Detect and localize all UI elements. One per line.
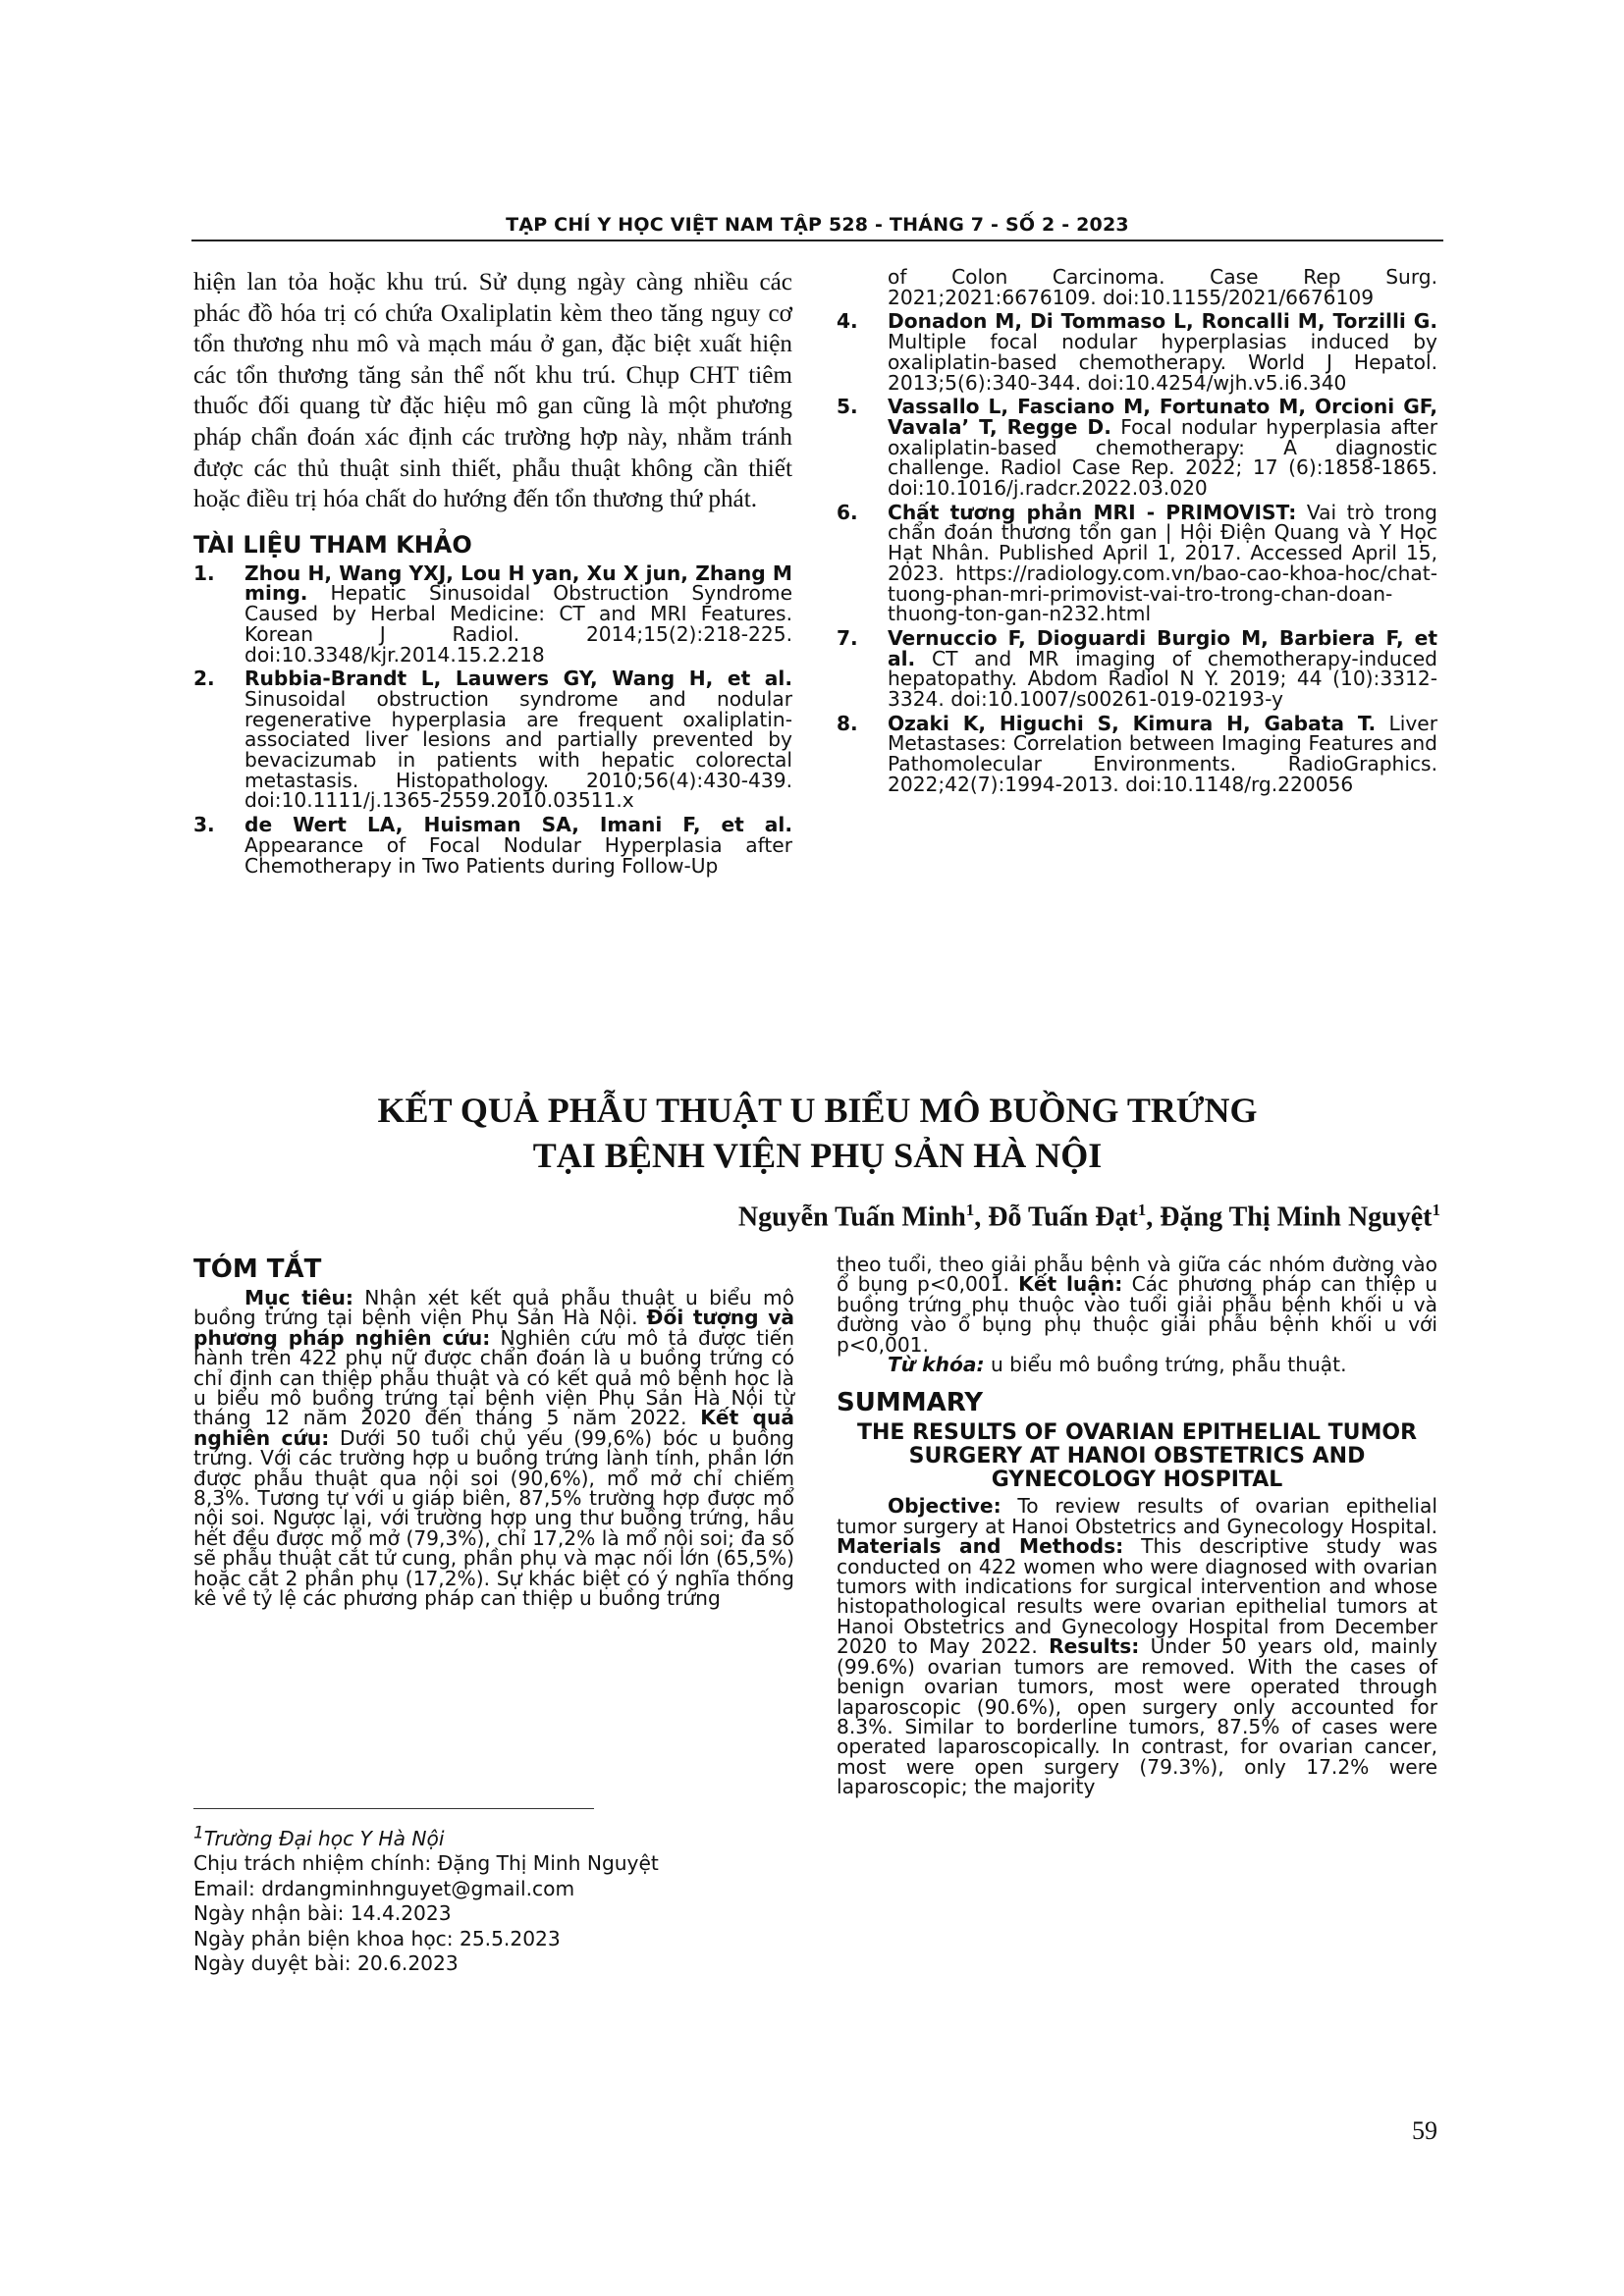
abstract-vi-column — [193, 1255, 794, 1609]
author-separator: , — [974, 1201, 989, 1233]
abstract-vi-continuation — [837, 1255, 1437, 1355]
author-name: Đỗ Tuấn Đạt — [988, 1201, 1138, 1233]
abstract-vi-keywords — [837, 1353, 1437, 1377]
author-affiliation-mark: 1 — [965, 1201, 975, 1219]
reference-continuation: of Colon Carcinoma. Case Rep Surg. 2021;2021:6676109. doi:10.1155/2021/6676109 — [888, 265, 1437, 309]
references-list-left — [193, 563, 792, 877]
footnote-reviewed: Ngày phản biện khoa học: 25.5.2023 — [193, 1926, 561, 1950]
abstract-vi-objective: Nhận xét kết quả phẫu thuật u biểu mô buồng trứng tại bệnh viện Phụ Sản Hà Nội. — [193, 1286, 794, 1330]
previous-article-right-column — [837, 267, 1437, 799]
footnote — [193, 1820, 794, 1977]
references-heading: TÀI LIỆU THAM KHẢO — [193, 530, 472, 559]
author-separator: , — [1146, 1201, 1161, 1233]
reference-text: Vai trò trong chẩn đoán thương tổn gan | Hội Điện Quang và Y Học Hạt Nhân. Published April 1, 2017. Accessed April 15, 2023. https://radiology.com.vn/bao-cao-khoa-hoc/chat-tuong-phan-mri-primovist-vai-tro-trong-chan-doan-thuong-ton-gan-n232.html — [888, 500, 1437, 626]
footnote-corresponding: Chịu trách nhiệm chính: Đặng Thị Minh Nguyệt — [193, 1851, 659, 1876]
summary-title: THE RESULTS OF OVARIAN EPITHELIAL TUMOR SURGERY AT HANOI OBSTETRICS AND GYNECOLOGY HOSPITAL — [856, 1420, 1418, 1493]
reference-item — [193, 668, 792, 811]
author-affiliation-mark: 1 — [1432, 1201, 1440, 1219]
reference-authors: Chất tương phản MRI - PRIMOVIST: — [888, 500, 1297, 524]
reference-number: 7. — [837, 625, 858, 650]
article-title-line-2: TẠI BỆNH VIỆN PHỤ SẢN HÀ NỘI — [532, 1136, 1103, 1175]
author-name: Nguyễn Tuấn Minh — [737, 1201, 966, 1233]
reference-item — [193, 563, 792, 666]
summary-heading: SUMMARY — [837, 1388, 984, 1418]
reference-authors: Rubbia-Brandt L, Lauwers GY, Wang H, et al. — [244, 667, 792, 691]
running-header: TẠP CHÍ Y HỌC VIỆT NAM TẬP 528 - THÁNG 7 - SỐ 2 - 2023 — [506, 214, 1129, 236]
abstract-vi-conclusion-label: Kết luận: — [1018, 1272, 1123, 1297]
author-name: Đặng Thị Minh Nguyệt — [1160, 1201, 1433, 1233]
reference-number: 6. — [837, 500, 858, 524]
reference-authors: Vernuccio F, Dioguardi Burgio M, Barbiera F, et al. — [888, 625, 1437, 670]
reference-authors: Zhou H, Wang YXJ, Lou H yan, Xu X jun, Zhang M ming. — [244, 561, 792, 606]
reference-text: Multiple focal nodular hyperplasias induced by oxaliplatin-based chemotherapy. World J Hepatol. 2013;5(6):340-344. doi:10.4254/wjh.v5.i6.340 — [888, 330, 1437, 395]
footnote-accepted: Ngày duyệt bài: 20.6.2023 — [193, 1951, 459, 1976]
reference-number: 4. — [837, 309, 858, 334]
footnote-received: Ngày nhận bài: 14.4.2023 — [193, 1901, 452, 1926]
reference-number: 2. — [193, 667, 215, 691]
abstract-vi-results-cont: theo tuổi, theo giải phẫu bệnh và giữa các nhóm đường vào ổ bụng p<0,001. — [837, 1253, 1437, 1297]
footnote-affiliation — [193, 1820, 794, 1851]
summary-objective-label: Objective: — [888, 1494, 1001, 1519]
keywords-text: u biểu mô buồng trứng, phẫu thuật. — [984, 1353, 1347, 1377]
keywords-label: Từ khóa: — [888, 1353, 985, 1377]
footnote-rule — [193, 1808, 594, 1809]
footnote-affiliation-mark: 1 — [193, 1822, 204, 1842]
abstract-vi-results-label: Kết quả nghiên cứu: — [193, 1406, 794, 1450]
reference-number: 3. — [193, 813, 215, 837]
reference-text: Sinusoidal obstruction syndrome and nodular regenerative hyperplasia are frequent oxaliplatin-associated liver lesions and partially prevented by bevacizumab in patients with hepatic colorectal metastasis. Histopathology. 2010;56(4):430-439. doi:10.1111/j.1365-2559.2010.03511.x — [244, 686, 792, 813]
reference-item — [837, 625, 1437, 712]
reference-number: 5. — [837, 395, 858, 419]
summary-results: Under 50 years old, mainly (99.6%) ovarian tumors are removed. With the cases of benign ovarian tumors, most were operated through laparoscopic (90.6%), open surgery only accounted for 8.3%. Similar to borderline tumors, 87.5% of cases were operated laparoscopically. In contrast, for ovarian cancer, most were open surgery (79.3%), only 17.2% were laparoscopic; the majority — [837, 1634, 1437, 1799]
abstract-vi-results: Dưới 50 tuổi chủ yếu (99,6%) bóc u buồng trứng. Với các trường hợp u buồng trứng lành tính, phần lớn được phẫu thuật qua nội soi (90,6%), mổ mở chỉ chiếm 8,3%. Tương tự với u giáp biên, 87,5% trường hợp được mổ nội soi. Ngược lại, với trường hợp ung thư buồng trứng, hầu hết đều được mổ mở (79,3%), chỉ 17,2% là mổ nội soi; đa số sẽ phẫu thuật cắt tử cung, phần phụ và mạc nối lớn (65,5%) hoặc cắt 2 phần phụ (17,2%). Sự khác biệt có ý nghĩa thống kê về tỷ lệ các phương pháp can thiệp u buồng trứng — [193, 1425, 794, 1611]
summary-methods: This descriptive study was conducted on 422 women who were diagnosed with ovarian tumors with indications for surgical intervention and whose histopathological results were ovarian epithelial tumors at Hanoi Obstetrics and Gynecology Hospital from December 2020 to May 2022. — [837, 1534, 1438, 1659]
reference-text: CT and MR imaging of chemotherapy-induced hepatopathy. Abdom Radiol N Y. 2019; 44 (10):3312-3324. doi:10.1007/s00261-019-02193-y — [888, 646, 1437, 712]
abstract-vi-methods: Nghiên cứu mô tả được tiến hành trên 422 phụ nữ được chẩn đoán là u buồng trứng có chỉ định can thiệp phẫu thuật và có kết quả mô bệnh học là u biểu mô buồng trứng tại bệnh viện Phụ Sản Hà Nội từ tháng 12 năm 2020 đến tháng 5 năm 2022. — [193, 1325, 795, 1430]
reference-text: Liver Metastases: Correlation between Imaging Features and Pathomolecular Environments. RadioGraphics. 2022;42(7):1994-2013. doi:10.1148/rg.220056 — [888, 711, 1437, 796]
abstract-en-column — [837, 1255, 1437, 1797]
reference-item — [837, 397, 1437, 499]
abstract-vi-text — [193, 1288, 794, 1609]
reference-authors: Vassallo L, Fasciano M, Fortunato M, Orcioni GF, Vavala’ T, Regge D. — [888, 395, 1437, 439]
abstract-vi-methods-label: Đối tượng và phương pháp nghiên cứu: — [193, 1306, 794, 1350]
reference-authors: de Wert LA, Huisman SA, Imani F, et al. — [244, 813, 792, 837]
previous-article-paragraph: hiện lan tỏa hoặc khu trú. Sử dụng ngày càng nhiều các phác đồ hóa trị có chứa Oxaliplatin kèm theo tăng nguy cơ tổn thương nhu mô và mạch máu ở gan, đặc biệt xuất hiện các tổn thương tăng sản thể nốt khu trú. Chụp CHT tiêm thuốc đối quang từ đặc hiệu mô gan cũng là một phương pháp chẩn đoán xác định các trường hợp này, nhằm tránh được các thủ thuật sinh thiết, phẫu thuật không cần thiết hoặc điều trị hóa chất do hướng đến tổn thương thứ phát. — [193, 269, 792, 513]
abstract-vi-conclusion: Các phương pháp can thiệp u buồng trứng phụ thuộc vào tuổi giải phẫu bệnh khối u và đường vào ổ bụng phụ thuộc giải phẫu bệnh khối u với p<0,001. — [837, 1272, 1438, 1357]
article-authors — [738, 1201, 1440, 1233]
reference-text: Appearance of Focal Nodular Hyperplasia after Chemotherapy in Two Patients during Follow-Up — [244, 832, 792, 878]
abstract-vi-heading: TÓM TẮT — [193, 1255, 322, 1284]
summary-text — [837, 1494, 1438, 1799]
footnote-affiliation-text: Trường Đại học Y Hà Nội — [203, 1826, 445, 1850]
reference-item — [837, 311, 1437, 393]
references-list-right — [837, 267, 1437, 795]
reference-number: 1. — [193, 561, 215, 585]
summary-methods-label: Materials and Methods: — [837, 1534, 1124, 1559]
previous-article-left-column — [193, 267, 792, 880]
author-affiliation-mark: 1 — [1137, 1201, 1147, 1219]
reference-authors: Ozaki K, Higuchi S, Kimura H, Gabata T. — [888, 711, 1377, 735]
page-number: 59 — [1412, 2116, 1437, 2145]
reference-item — [193, 815, 792, 876]
reference-text: Focal nodular hyperplasia after oxaliplatin-based chemotherapy: A diagnostic challenge. Radiol Case Rep. 2022; 17 (6):1858-1865. doi:10.1016/j.radcr.2022.03.020 — [888, 414, 1437, 501]
footnote-email: Email: drdangminhnguyet@gmail.com — [193, 1876, 575, 1900]
reference-item — [837, 500, 1437, 626]
abstract-vi-objective-label: Mục tiêu: — [244, 1286, 353, 1309]
reference-number: 8. — [837, 711, 858, 735]
article-title — [191, 1088, 1443, 1178]
reference-authors: Donadon M, Di Tommaso L, Roncalli M, Torzilli G. — [888, 309, 1437, 334]
header-rule — [191, 240, 1443, 241]
summary-results-label: Results: — [1049, 1634, 1140, 1659]
article-title-line-1: KẾT QUẢ PHẪU THUẬT U BIỂU MÔ BUỒNG TRỨNG — [377, 1091, 1258, 1130]
reference-item — [837, 711, 1437, 796]
summary-objective: To review results of ovarian epithelial tumor surgery at Hanoi Obstetrics and Gynecology Hospital. — [837, 1494, 1437, 1538]
reference-text: Hepatic Sinusoidal Obstruction Syndrome Caused by Herbal Medicine: CT and MRI Features. Korean J Radiol. 2014;15(2):218-225. doi:10.3348/kjr.2014.15.2.218 — [244, 581, 792, 667]
